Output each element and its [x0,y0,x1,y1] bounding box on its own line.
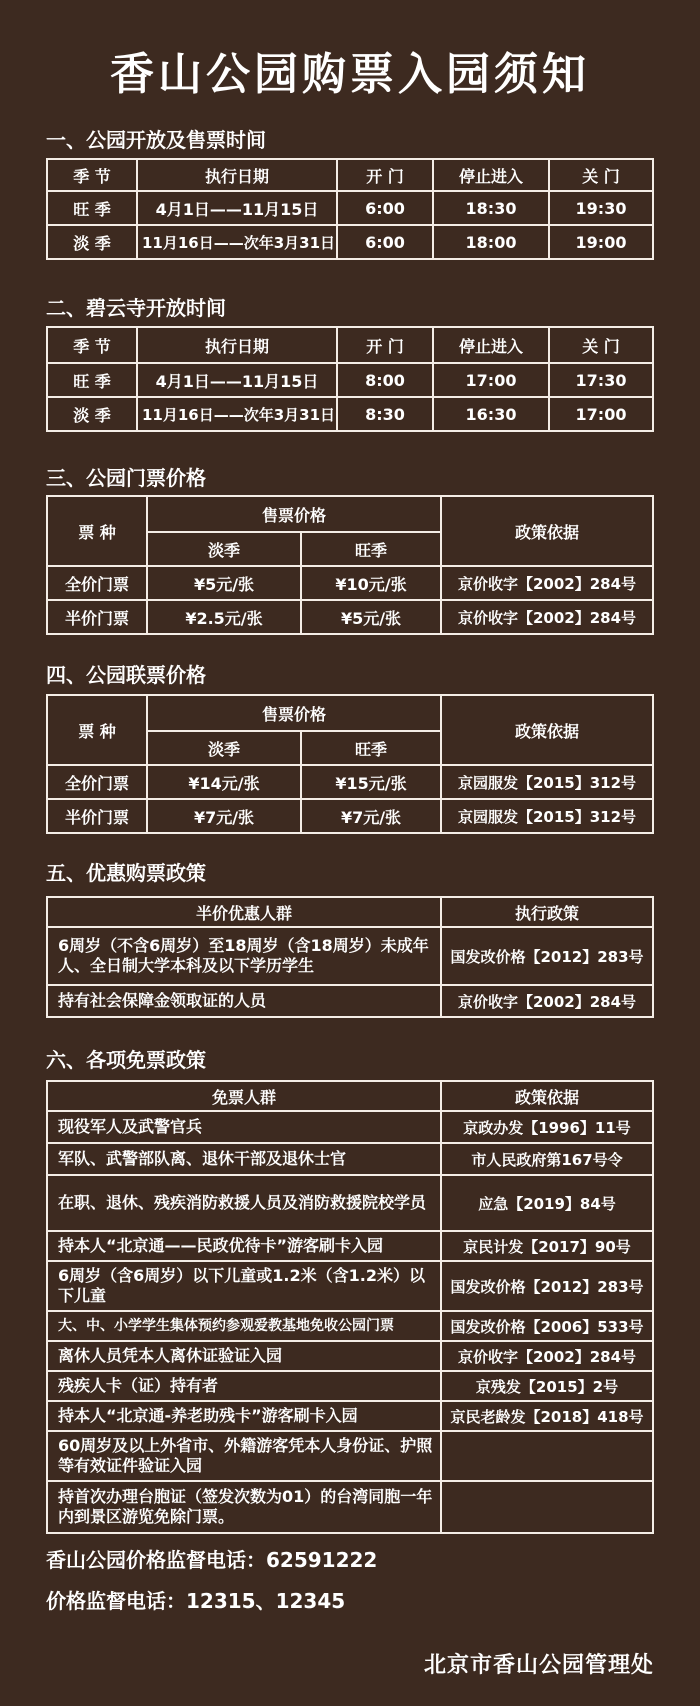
policy-basis-header: 政策依据 [441,496,653,566]
header-cell: 关 门 [549,327,653,363]
header-cell: 停止进入 [433,327,549,363]
season-cell: 淡 季 [47,225,137,259]
table-row [47,1311,653,1341]
header-cell: 执行政策 [441,897,653,927]
table-row [47,1143,653,1175]
section-5-heading: 五、优惠购票政策 [46,861,206,885]
table-row [47,1371,653,1401]
header-cell: 免票人群 [47,1081,441,1111]
park-hours-table [46,158,654,260]
table-header-row [47,695,653,731]
eligible-group-cell: 离休人员凭本人离休证验证入园 [47,1341,441,1371]
high-season-price: ¥10元/张 [301,566,441,600]
policy-cell [441,1481,653,1533]
price-header: 售票价格 [147,695,441,731]
eligible-group-cell: 现役军人及武警官兵 [47,1111,441,1143]
eligible-group-cell: 6周岁（不含6周岁）至18周岁（含18周岁）未成年人、全日制大学本科及以下学历学生 [47,927,441,985]
eligible-group-cell: 持首次办理台胞证（签发次数为01）的台湾同胞一年内到景区游览免除门票。 [47,1481,441,1533]
close-time-cell: 17:00 [549,397,653,431]
season-cell: 淡 季 [47,397,137,431]
policy-cell: 京价收字【2002】284号 [441,985,653,1017]
ticket-type-cell: 半价门票 [47,600,147,634]
table-row [47,1481,653,1533]
park-ticket-price-table [46,495,654,635]
eligible-group-cell: 持本人“北京通-养老助残卡”游客刷卡入园 [47,1401,441,1431]
close-time-cell: 19:00 [549,225,653,259]
section-1-heading: 一、公园开放及售票时间 [46,128,266,152]
last-entry-cell: 16:30 [433,397,549,431]
section-3-heading: 三、公园门票价格 [46,466,206,490]
last-entry-cell: 17:00 [433,363,549,397]
eligible-group-cell: 60周岁及以上外省市、外籍游客凭本人身份证、护照等有效证件验证入园 [47,1431,441,1481]
header-cell: 停止进入 [433,159,549,191]
header-cell: 季 节 [47,327,137,363]
policy-cell: 应急【2019】84号 [441,1175,653,1231]
ticket-type-cell: 半价门票 [47,799,147,833]
section-6-heading: 六、各项免票政策 [46,1048,206,1072]
header-cell: 开 门 [337,159,433,191]
eligible-group-cell: 残疾人卡（证）持有者 [47,1371,441,1401]
close-time-cell: 19:30 [549,191,653,225]
high-season-price: ¥15元/张 [301,765,441,799]
policy-basis-header: 政策依据 [441,695,653,765]
issuer-signature: 北京市香山公园管理处 [423,1653,654,1678]
table-row [47,765,653,799]
policy-cell: 京民计发【2017】90号 [441,1231,653,1261]
eligible-group-cell: 持本人“北京通——民政优待卡”游客刷卡入园 [47,1231,441,1261]
header-cell: 关 门 [549,159,653,191]
table-row [47,927,653,985]
header-cell: 半价优惠人群 [47,897,441,927]
low-season-price: ¥5元/张 [147,566,301,600]
high-season-price: ¥5元/张 [301,600,441,634]
policy-cell [441,1431,653,1481]
ticket-type-cell: 全价门票 [47,765,147,799]
header-cell: 执行日期 [137,327,337,363]
high-season-header: 旺季 [301,532,441,566]
page-title: 香山公园购票入园须知 [110,49,590,100]
table-header-row [47,327,653,363]
discount-policy-table [46,896,654,1018]
table-row [47,1431,653,1481]
low-season-header: 淡季 [147,532,301,566]
policy-cell: 市人民政府第167号令 [441,1143,653,1175]
table-row [47,1341,653,1371]
high-season-price: ¥7元/张 [301,799,441,833]
open-time-cell: 6:00 [337,191,433,225]
date-range-cell: 4月1日——11月15日 [137,191,337,225]
policy-basis-cell: 京园服发【2015】312号 [441,765,653,799]
table-row [47,600,653,634]
last-entry-cell: 18:00 [433,225,549,259]
open-time-cell: 8:00 [337,363,433,397]
season-cell: 旺 季 [47,191,137,225]
table-row [47,1111,653,1143]
table-row [47,566,653,600]
high-season-header: 旺季 [301,731,441,765]
table-row [47,1261,653,1311]
table-row [47,1175,653,1231]
table-row [47,1231,653,1261]
eligible-group-cell: 军队、武警部队离、退休干部及退休士官 [47,1143,441,1175]
low-season-price: ¥7元/张 [147,799,301,833]
low-season-price: ¥2.5元/张 [147,600,301,634]
free-admission-table [46,1080,654,1534]
park-hotline: 香山公园价格监督电话：62591222 [46,1548,378,1572]
policy-basis-cell: 京价收字【2002】284号 [441,600,653,634]
header-cell: 执行日期 [137,159,337,191]
policy-cell: 京民老龄发【2018】418号 [441,1401,653,1431]
date-range-cell: 4月1日——11月15日 [137,363,337,397]
table-row [47,225,653,259]
policy-cell: 国发改价格【2006】533号 [441,1311,653,1341]
table-header-row [47,159,653,191]
policy-cell: 京政办发【1996】11号 [441,1111,653,1143]
eligible-group-cell: 6周岁（含6周岁）以下儿童或1.2米（含1.2米）以下儿童 [47,1261,441,1311]
eligible-group-cell: 在职、退休、残疾消防救援人员及消防救援院校学员 [47,1175,441,1231]
ticket-type-header: 票 种 [47,496,147,566]
header-cell: 开 门 [337,327,433,363]
ticket-type-header: 票 种 [47,695,147,765]
eligible-group-cell: 大、中、小学学生集体预约参观爱教基地免收公园门票 [47,1311,441,1341]
price-hotline: 价格监督电话：12315、12345 [46,1589,346,1613]
table-row [47,985,653,1017]
ticket-type-cell: 全价门票 [47,566,147,600]
table-header-row [47,496,653,532]
header-cell: 政策依据 [441,1081,653,1111]
table-row [47,397,653,431]
table-header-row [47,897,653,927]
combo-ticket-price-table [46,694,654,834]
date-range-cell: 11月16日——次年3月31日 [137,397,337,431]
policy-basis-cell: 京园服发【2015】312号 [441,799,653,833]
price-header: 售票价格 [147,496,441,532]
date-range-cell: 11月16日——次年3月31日 [137,225,337,259]
season-cell: 旺 季 [47,363,137,397]
table-header-row [47,1081,653,1111]
low-season-header: 淡季 [147,731,301,765]
policy-cell: 国发改价格【2012】283号 [441,927,653,985]
header-cell: 季 节 [47,159,137,191]
low-season-price: ¥14元/张 [147,765,301,799]
open-time-cell: 6:00 [337,225,433,259]
policy-cell: 京残发【2015】2号 [441,1371,653,1401]
table-row [47,191,653,225]
policy-cell: 京价收字【2002】284号 [441,1341,653,1371]
open-time-cell: 8:30 [337,397,433,431]
table-row [47,799,653,833]
table-row [47,363,653,397]
policy-cell: 国发改价格【2012】283号 [441,1261,653,1311]
close-time-cell: 17:30 [549,363,653,397]
temple-hours-table [46,326,654,432]
policy-basis-cell: 京价收字【2002】284号 [441,566,653,600]
section-2-heading: 二、碧云寺开放时间 [46,296,226,320]
eligible-group-cell: 持有社会保障金领取证的人员 [47,985,441,1017]
section-4-heading: 四、公园联票价格 [46,663,206,687]
table-row [47,1401,653,1431]
last-entry-cell: 18:30 [433,191,549,225]
